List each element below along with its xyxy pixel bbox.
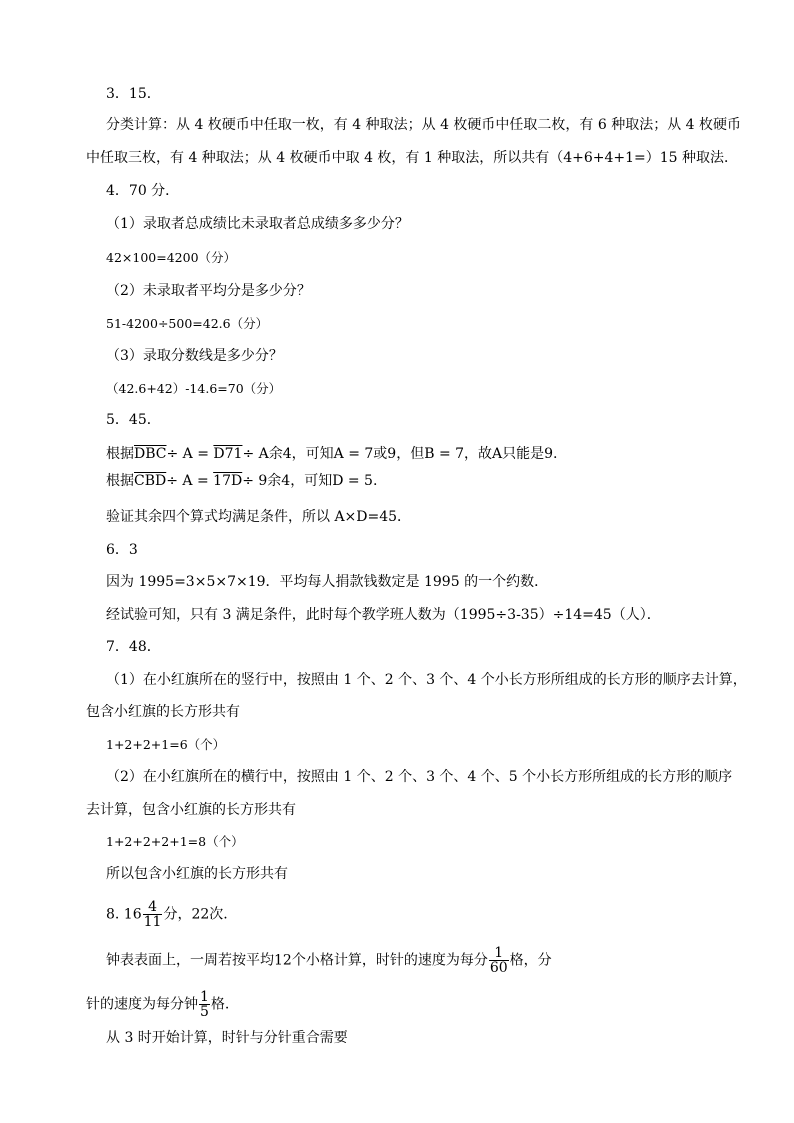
- fraction-numerator: 1: [489, 946, 509, 961]
- answer-4-heading: 4．70 分．: [106, 183, 180, 199]
- minute-hand-text: 针的速度为每分钟: [86, 996, 198, 1013]
- fraction-denominator: 11: [143, 914, 162, 930]
- minute-hand-suffix: 格.: [210, 996, 230, 1013]
- answer-5-equation-1: [106, 444, 558, 464]
- hour-hand-suffix: 格，分: [509, 952, 552, 969]
- mixed-fraction: [143, 900, 163, 929]
- answer-7-heading: 7．48．: [106, 639, 161, 655]
- fraction-denominator: 5: [200, 1004, 209, 1020]
- answer-7-conclusion: 所以包含小红旗的长方形共有: [106, 866, 288, 882]
- answer-4-q2: （2）未录取者平均分是多少分？: [106, 283, 311, 299]
- answer-4-calc-3: （42.6+42）-14.6=70（分）: [106, 381, 282, 396]
- answer-8-line-1: [106, 946, 552, 975]
- answer-8-suffix: 分，22次.: [163, 906, 228, 923]
- answer-6-line-2: 经试验可知，只有 3 满足条件，此时每个教学班人数为（1995÷3-35）÷14=45（人）．: [106, 607, 661, 623]
- answer-4-calc-2: 51-4200÷500=42.6（分）: [106, 316, 269, 331]
- hour-hand-fraction: [489, 946, 509, 975]
- answer-5-equation-2: [106, 471, 377, 491]
- eq2-suffix: ÷ 9余4，可知D = 5.: [242, 473, 378, 489]
- answer-7-calc-1: 1+2+2+1=6（个）: [106, 737, 226, 752]
- hour-hand-text: 钟表表面上，一周若按平均12个小格计算，时针的速度为每分: [106, 952, 488, 969]
- answer-6-line-1: 因为 1995=3×5×7×19．平均每人捐款钱数定是 1995 的一个约数．: [106, 574, 549, 590]
- answer-7-calc-2: 1+2+2+2+1=8（个）: [106, 834, 244, 849]
- eq1-mid: ÷ A =: [166, 446, 214, 462]
- eq2-prefix: 根据: [106, 473, 134, 489]
- eq2-overline-cbd: $\overline{CBD}$: [134, 473, 167, 489]
- eq2-overline-17d: 17D: [213, 473, 243, 489]
- answer-6-heading: 6．3: [106, 542, 138, 558]
- answer-8-line-3: 从 3 时开始计算，时针与分针重合需要: [106, 1030, 348, 1046]
- eq1-prefix: 根据: [106, 446, 134, 462]
- minute-hand-fraction: [199, 990, 210, 1019]
- answer-4-q3: （3）录取分数线是多少分？: [106, 348, 283, 364]
- fraction-numerator: 1: [200, 989, 209, 1005]
- eq1-overline-dbc: $\overline{DBC}$: [134, 446, 167, 462]
- eq1-suffix: ÷ A余4，可知A = 7或9，但B = 7，故A只能是9.: [242, 446, 558, 462]
- answer-7-p2-line-1: （2）在小红旗所在的横行中，按照由 1 个、2 个、3 个、4 个、5 个小长方形所组成的长方形的顺序: [106, 769, 733, 785]
- answer-3-line-2: 中任取三枚，有 4 种取法；从 4 枚硬币中取 4 枚，有 1 种取法，所以共有（4+6+4+1=）15 种取法．: [86, 150, 739, 166]
- answer-8-heading: [106, 900, 228, 929]
- fraction-numerator: 4: [143, 900, 163, 915]
- answer-4-q1: （1）录取者总成绩比未录取者总成绩多多少分？: [106, 216, 409, 232]
- answer-3-heading: 3．15．: [106, 86, 161, 102]
- answer-8-number: 8. 16: [106, 906, 142, 923]
- answer-3-line-1: 分类计算：从 4 枚硬币中任取一枚，有 4 种取法；从 4 枚硬币中任取二枚，有 6 种取法；从 4 枚硬币: [106, 117, 742, 133]
- answer-7-p2-line-2: 去计算，包含小红旗的长方形共有: [86, 802, 296, 818]
- answer-8-line-2: [86, 990, 229, 1019]
- fraction-denominator: 60: [489, 960, 508, 976]
- answer-5-heading: 5．45．: [106, 412, 161, 428]
- answer-4-calc-1: 42×100=4200（分）: [106, 250, 237, 265]
- answer-7-p1-line-2: 包含小红旗的长方形共有: [86, 704, 240, 720]
- eq2-mid: ÷ A =: [166, 473, 214, 489]
- answer-5-conclusion: 验证其余四个算式均满足条件，所以 A×D=45．: [106, 509, 412, 525]
- eq1-overline-d71: D71: [213, 446, 243, 462]
- answer-7-p1-line-1: （1）在小红旗所在的竖行中，按照由 1 个、2 个、3 个、4 个小长方形所组成的长方形的顺序去计算，: [106, 672, 747, 688]
